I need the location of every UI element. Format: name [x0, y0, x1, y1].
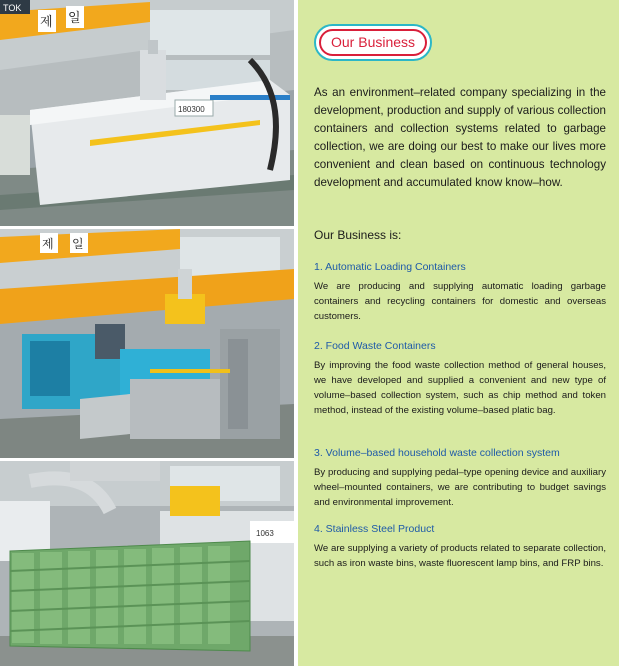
- subheading: Our Business is:: [314, 228, 402, 242]
- machine-model-label: 180300: [178, 105, 205, 114]
- machine-number-label: 1063: [256, 529, 274, 538]
- section-badge: [314, 24, 432, 61]
- business-item: [314, 447, 606, 510]
- business-item-heading: 2. Food Waste Containers: [314, 340, 436, 352]
- crane-sign-char-2: 일: [68, 11, 81, 26]
- photo-column: [0, 0, 294, 666]
- crane-sign-text: TOK: [3, 3, 22, 13]
- business-item-heading: 1. Automatic Loading Containers: [314, 261, 466, 273]
- business-item: [314, 523, 606, 571]
- business-item-body: By improving the food waste collection method of general houses, we have developed and supplied a convenient and new type of volume–based collection system, such as chip method and token method, instead of the existing volume–based platic bag.: [314, 360, 606, 416]
- business-item-body: We are supplying a variety of products related to separate collection, such as iron waste bins, waste fluorescent lamp bins, and FRP bins.: [314, 543, 606, 569]
- business-item-body: By producing and supplying pedal–type opening device and auxiliary wheel–mounted containers, we are contributing to budget savings and environmental improvement.: [314, 467, 606, 508]
- crane-sign-char-3: 제: [42, 237, 54, 251]
- factory-photo-green-bins: [0, 461, 294, 666]
- crane-sign-char-4: 일: [72, 237, 84, 251]
- intro-paragraph: As an environment–related company specializing in the development, production and supply of various collection containers and collection systems related to garbage collection, we are doing our best to make our lives more convenient and clean based on continuous technology development and accumulated know know–how.: [314, 86, 606, 189]
- business-item-heading: 3. Volume–based household waste collection system: [314, 447, 560, 459]
- factory-photo-blue-machine: [0, 229, 294, 458]
- business-item-body: We are producing and supplying automatic loading garbage containers and recycling containers for domestic and overseas customers.: [314, 281, 606, 322]
- crane-sign-char-1: 제: [40, 15, 53, 30]
- business-item-heading: 4. Stainless Steel Product: [314, 523, 435, 535]
- section-title: Our Business: [319, 29, 427, 56]
- business-item: [314, 261, 606, 324]
- factory-photo-injection-machine: [0, 0, 294, 226]
- business-item: [314, 340, 606, 418]
